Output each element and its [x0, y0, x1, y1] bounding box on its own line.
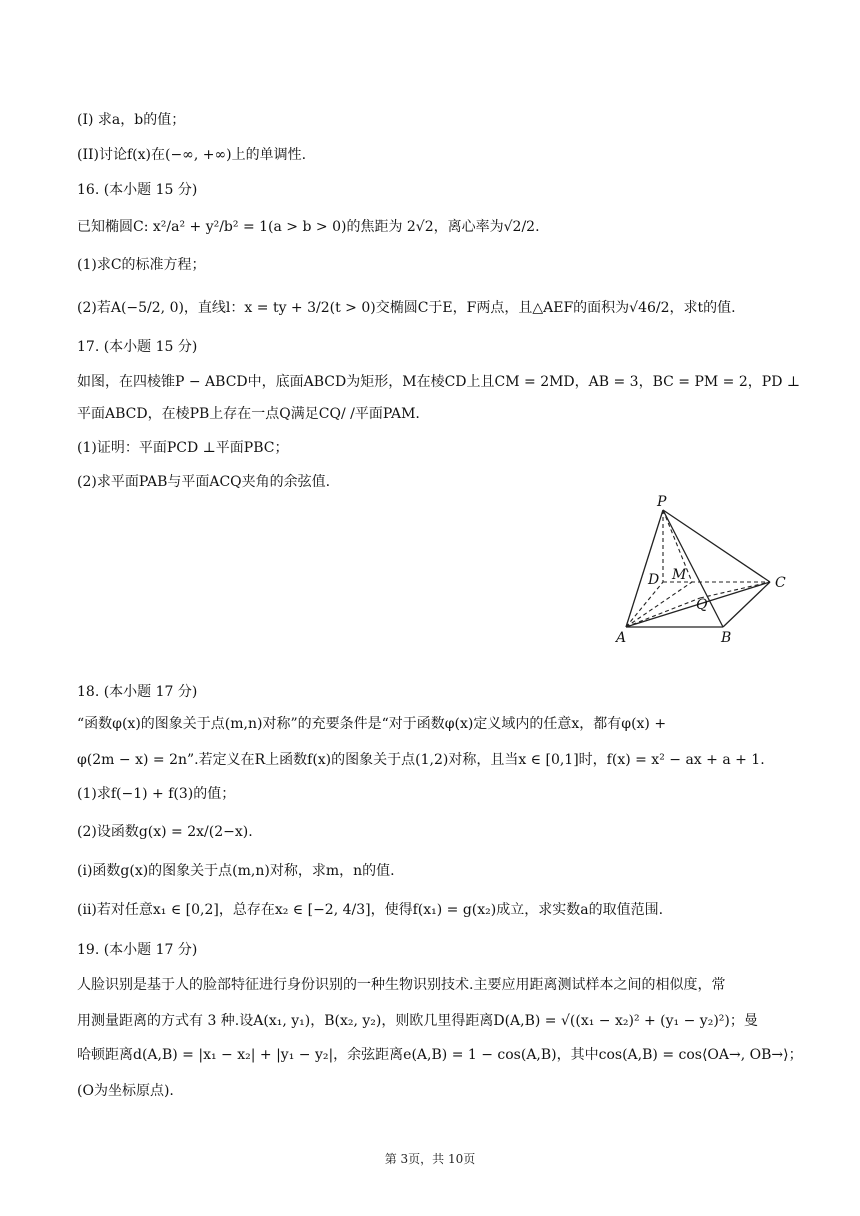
text-line: 哈顿距离d(A,B) = |x₁ − x₂| + |y₁ − y₂|，余弦距离e(A,B) = 1 − cos(A,B)，其中cos(A,B) = cos⟨OA→, OB→⟩； — [77, 1047, 803, 1063]
pyramid-figure — [610, 492, 800, 652]
label-p: P — [657, 494, 667, 510]
text-line: (1)证明：平面PCD ⊥平面PBC； — [77, 440, 289, 456]
page-footer: 第 3页，共 10页 — [384, 1152, 476, 1166]
text-line: 已知椭圆C: x²/a² + y²/b² = 1(a > b > 0)的焦距为 2√2，离心率为√2/2. — [77, 219, 540, 235]
text-line: 用测量距离的方式有 3 种.设A(x₁, y₁)，B(x₂, y₂)，则欧几里得距离D(A,B) = √((x₁ − x₂)² + (y₁ − y₂)²)；曼 — [77, 1013, 758, 1029]
text-line: 如图，在四棱锥P − ABCD中，底面ABCD为矩形，M在棱CD上且CM = 2MD，AB = 3，BC = PM = 2，PD ⊥ — [77, 374, 801, 390]
text-line: (I) 求a，b的值； — [77, 112, 186, 128]
text-line: (1)求f(−1) + f(3)的值； — [77, 786, 236, 802]
pyramid-diagram — [610, 492, 800, 652]
text-line: (1)求C的标准方程； — [77, 257, 206, 273]
label-q: Q — [696, 597, 708, 613]
label-c: C — [775, 575, 786, 591]
text-line: (ii)若对任意x₁ ∈ [0,2]，总存在x₂ ∈ [−2, 4/3]，使得f(x₁) = g(x₂)成立，求实数a的取值范围. — [77, 902, 664, 918]
text-line: “函数φ(x)的图象关于点(m,n)对称”的充要条件是“对于函数φ(x)定义域内的任意x，都有φ(x) + — [77, 716, 667, 732]
text-line: (i)函数g(x)的图象关于点(m,n)对称，求m，n的值. — [77, 863, 395, 879]
problem-heading: 18. (本小题 17 分) — [77, 684, 198, 700]
label-a: A — [616, 630, 627, 646]
label-b: B — [721, 630, 732, 646]
text-line: (2)求平面PAB与平面ACQ夹角的余弦值. — [77, 474, 331, 490]
label-d: D — [648, 572, 660, 588]
label-m: M — [672, 567, 687, 583]
text-line: 人脸识别是基于人的脸部特征进行身份识别的一种生物识别技术.主要应用距离测试样本之间的相似度，常 — [77, 977, 726, 993]
edge-am — [626, 582, 692, 627]
problem-heading: 16. (本小题 15 分) — [77, 182, 198, 198]
problem-heading: 19. (本小题 17 分) — [77, 942, 198, 958]
text-line: (II)讨论f(x)在(−∞, +∞)上的单调性. — [77, 147, 307, 163]
edge-ad — [626, 582, 663, 627]
text-line: (O为坐标原点). — [77, 1083, 174, 1099]
text-line: (2)设函数g(x) = 2x/(2−x). — [77, 824, 253, 840]
text-line: 平面ABCD，在棱PB上存在一点Q满足CQ/ /平面PAM. — [77, 406, 420, 422]
edge-pa — [626, 510, 663, 627]
text-line: (2)若A(−5/2, 0)，直线l：x = ty + 3/2(t > 0)交椭圆C于E，F两点，且△AEF的面积为√46/2，求t的值. — [77, 300, 736, 316]
edge-qc — [700, 582, 770, 598]
problem-heading: 17. (本小题 15 分) — [77, 339, 198, 355]
text-line: φ(2m − x) = 2n”.若定义在R上函数f(x)的图象关于点(1,2)对称，且当x ∈ [0,1]时，f(x) = x² − ax + a + 1. — [77, 752, 765, 768]
